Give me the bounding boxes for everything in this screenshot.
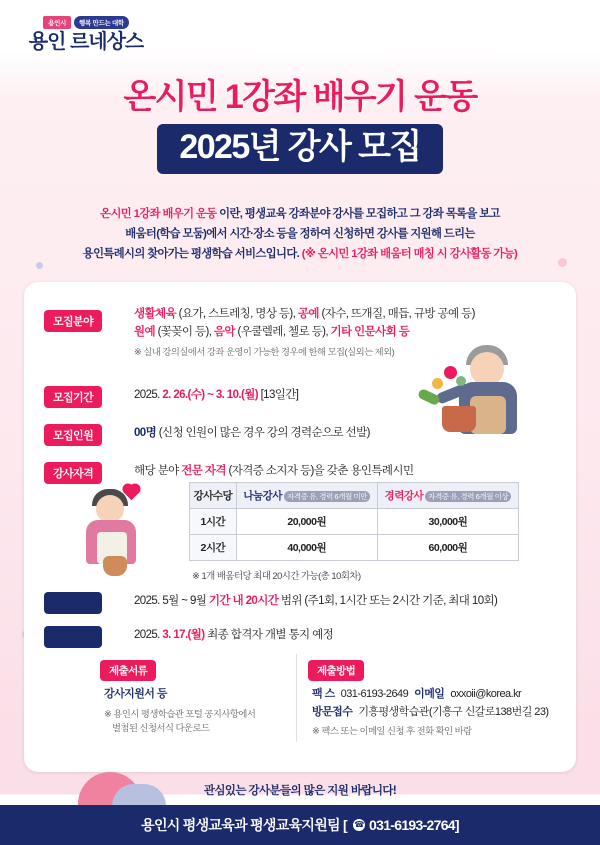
- field-music-detail: (우쿨렐레, 첼로 등),: [234, 325, 331, 338]
- intro-line-3: [0, 245, 600, 265]
- value-qualification: [134, 463, 413, 481]
- field-garden: 원예: [134, 325, 156, 338]
- field-sports-detail: (요가, 스트레칭, 명상 등),: [176, 308, 298, 320]
- section-divider: [296, 654, 297, 742]
- submit-method-row: [312, 704, 549, 722]
- logo-slogan: 행복 만드는 대학: [74, 16, 129, 29]
- fee-row-0-val-1: 30,000원: [377, 509, 518, 535]
- submit-docs-note1: ※ 용인시 평생학습관 포털 공지사항에서: [104, 708, 256, 719]
- fee-row-1-label: 2시간: [190, 535, 237, 561]
- label-submit-docs: 제출서류: [100, 660, 156, 681]
- phone-icon: ☎: [354, 820, 364, 829]
- field-sports: 생활체육: [134, 308, 177, 320]
- visit-label: 방문접수: [312, 705, 353, 718]
- fee-header-2: [377, 483, 518, 509]
- field-music: 음악: [213, 325, 235, 338]
- intro-line-1: [0, 205, 600, 225]
- footer-bar: [0, 805, 600, 845]
- intro-paragraph: [0, 205, 600, 264]
- confetti-dot-icon: [558, 258, 567, 267]
- logo-title: 용인 르네상스: [28, 31, 144, 53]
- visit-value: 기흥평생학습관(기흥구 신갈로138번길 23): [358, 705, 549, 718]
- recruit-count-number: 00명: [134, 427, 157, 439]
- footer-phone: 031-6193-2764: [369, 817, 455, 833]
- fee-row-0-label: 1시간: [190, 509, 237, 535]
- field-craft: 공예: [297, 308, 319, 320]
- info-card: [24, 282, 576, 772]
- qualification-pre: 해당 분야: [134, 465, 182, 477]
- recruit-period-year: 2025.: [134, 389, 163, 401]
- value-lecture-period: [134, 593, 497, 611]
- fee-header-1-text: 나눔강사: [243, 490, 282, 502]
- recruit-period-days: [13일간]: [257, 389, 299, 401]
- email-value: oxxoii@korea.kr: [450, 688, 522, 700]
- headline-line2: 2025년 강사 모집: [157, 124, 442, 174]
- intro-note: (※ 온시민 1강좌 배움터 매칭 시 강사활동 가능): [301, 247, 518, 260]
- qualification-post: (자격증 소지자 등)을 갖춘 용인특례시민: [225, 465, 414, 477]
- fee-row-1-val-1: 60,000원: [377, 535, 518, 561]
- recruit-period-dates: 2. 26.(수) ~ 3. 10.(월): [162, 389, 258, 401]
- fee-header-0: 강사수당: [190, 483, 237, 509]
- logo: [26, 12, 146, 52]
- table-row: [190, 509, 519, 535]
- fee-table: [189, 482, 519, 561]
- label-qualification: 강사자격: [44, 462, 102, 484]
- value-final-result: [134, 627, 333, 645]
- qualification-key: 전문 자격: [181, 465, 226, 477]
- submit-method-note: ※ 팩스 또는 이메일 신청 후 전화 확인 바람: [312, 726, 472, 737]
- recruit-field-note: ※ 실내 강의실에서 강좌 운영이 가능한 경우에 한해 모집(실외는 제외): [134, 346, 395, 357]
- intro-highlight: 온시민 1강좌 배우기 운동: [100, 208, 217, 220]
- final-result-year: 2025.: [134, 629, 163, 641]
- label-recruit-count: 모집인원: [44, 424, 102, 446]
- footer-after: ]: [454, 817, 459, 833]
- intro-line-2: 배움터(학습 모둠)에서 시간·장소 등을 정하여 신청하면 강사를 지원해 드리는: [125, 227, 475, 240]
- lecture-period-range: 2025. 5월 ~ 9월: [134, 595, 209, 607]
- headline: [0, 78, 600, 174]
- recruit-field-line1: [134, 306, 475, 324]
- headline-line1: 온시민 1강좌 배우기 운동: [123, 78, 477, 116]
- value-recruit-period: [134, 387, 298, 405]
- fee-table-note: ※ 1개 배움터당 최대 20시간 가능(총 10회차): [192, 570, 361, 581]
- lecture-period-hours: 기간 내 20시간: [208, 595, 279, 607]
- submit-docs-main: 강사지원서 등: [104, 688, 167, 700]
- table-row: [190, 535, 519, 561]
- submit-method-row: [312, 686, 549, 704]
- field-garden-detail: (꽃꽂이 등),: [155, 325, 214, 338]
- fee-row-0-val-0: 20,000원: [236, 509, 377, 535]
- fee-header-1: [236, 483, 377, 509]
- fee-header-2-sub: 자격증 유, 경력 6개월 이상: [425, 491, 511, 502]
- fee-table-header-row: [190, 483, 519, 509]
- email-label: 이메일: [414, 688, 445, 700]
- intro-line1-rest: 이란, 평생교육 강좌분야 강사를 모집하고 그 강좌 목록을 보고: [216, 208, 500, 220]
- footer-dept: 용인시 평생교육과 평생교육지원팀 [: [141, 817, 348, 833]
- value-recruit-field: [134, 306, 475, 359]
- label-final-result: 최종합격: [44, 626, 102, 648]
- label-submit-method: 제출방법: [308, 660, 364, 681]
- recruit-field-line2: [134, 324, 475, 342]
- recruit-count-detail: (신청 인원이 많은 경우 강의 경력순으로 선발): [156, 427, 370, 439]
- final-result-detail: 최종 합격자 개별 통지 예정: [204, 629, 334, 641]
- fax-value: 031-6193-2649: [340, 688, 409, 700]
- intro-line3-main: 용인특례시의 찾아가는 평생학습 서비스입니다.: [82, 247, 302, 260]
- final-result-date: 3. 17.(월): [162, 629, 205, 641]
- lecture-period-detail: 범위 (주1회, 1시간 또는 2시간 기준, 최대 10회): [278, 595, 498, 607]
- label-recruit-field: 모집분야: [44, 310, 102, 332]
- submit-docs-body: [104, 686, 255, 736]
- fee-row-1-val-0: 40,000원: [236, 535, 377, 561]
- label-recruit-period: 모집기간: [44, 386, 102, 408]
- field-etc: 기타 인문사회 등: [330, 325, 410, 338]
- label-lecture-period: 강의기간: [44, 592, 102, 614]
- field-craft-detail: (자수, 뜨개질, 매듭, 규방 공예 등): [318, 308, 475, 320]
- value-recruit-count: [134, 425, 370, 443]
- fax-label: 팩 스: [312, 688, 335, 700]
- fee-header-1-sub: 자격증 유, 경력 6개월 미만: [284, 491, 370, 502]
- logo-badge: 용인시: [43, 16, 71, 29]
- closing-line: 관심있는 강사분들의 많은 지원 바랍니다!: [203, 785, 397, 797]
- fee-header-2-text: 경력강사: [384, 490, 424, 502]
- submit-method-body: [312, 686, 549, 739]
- confetti-dot-icon: [36, 262, 43, 269]
- submit-docs-note2: 별첨된 신청서식 다운로드: [112, 723, 210, 734]
